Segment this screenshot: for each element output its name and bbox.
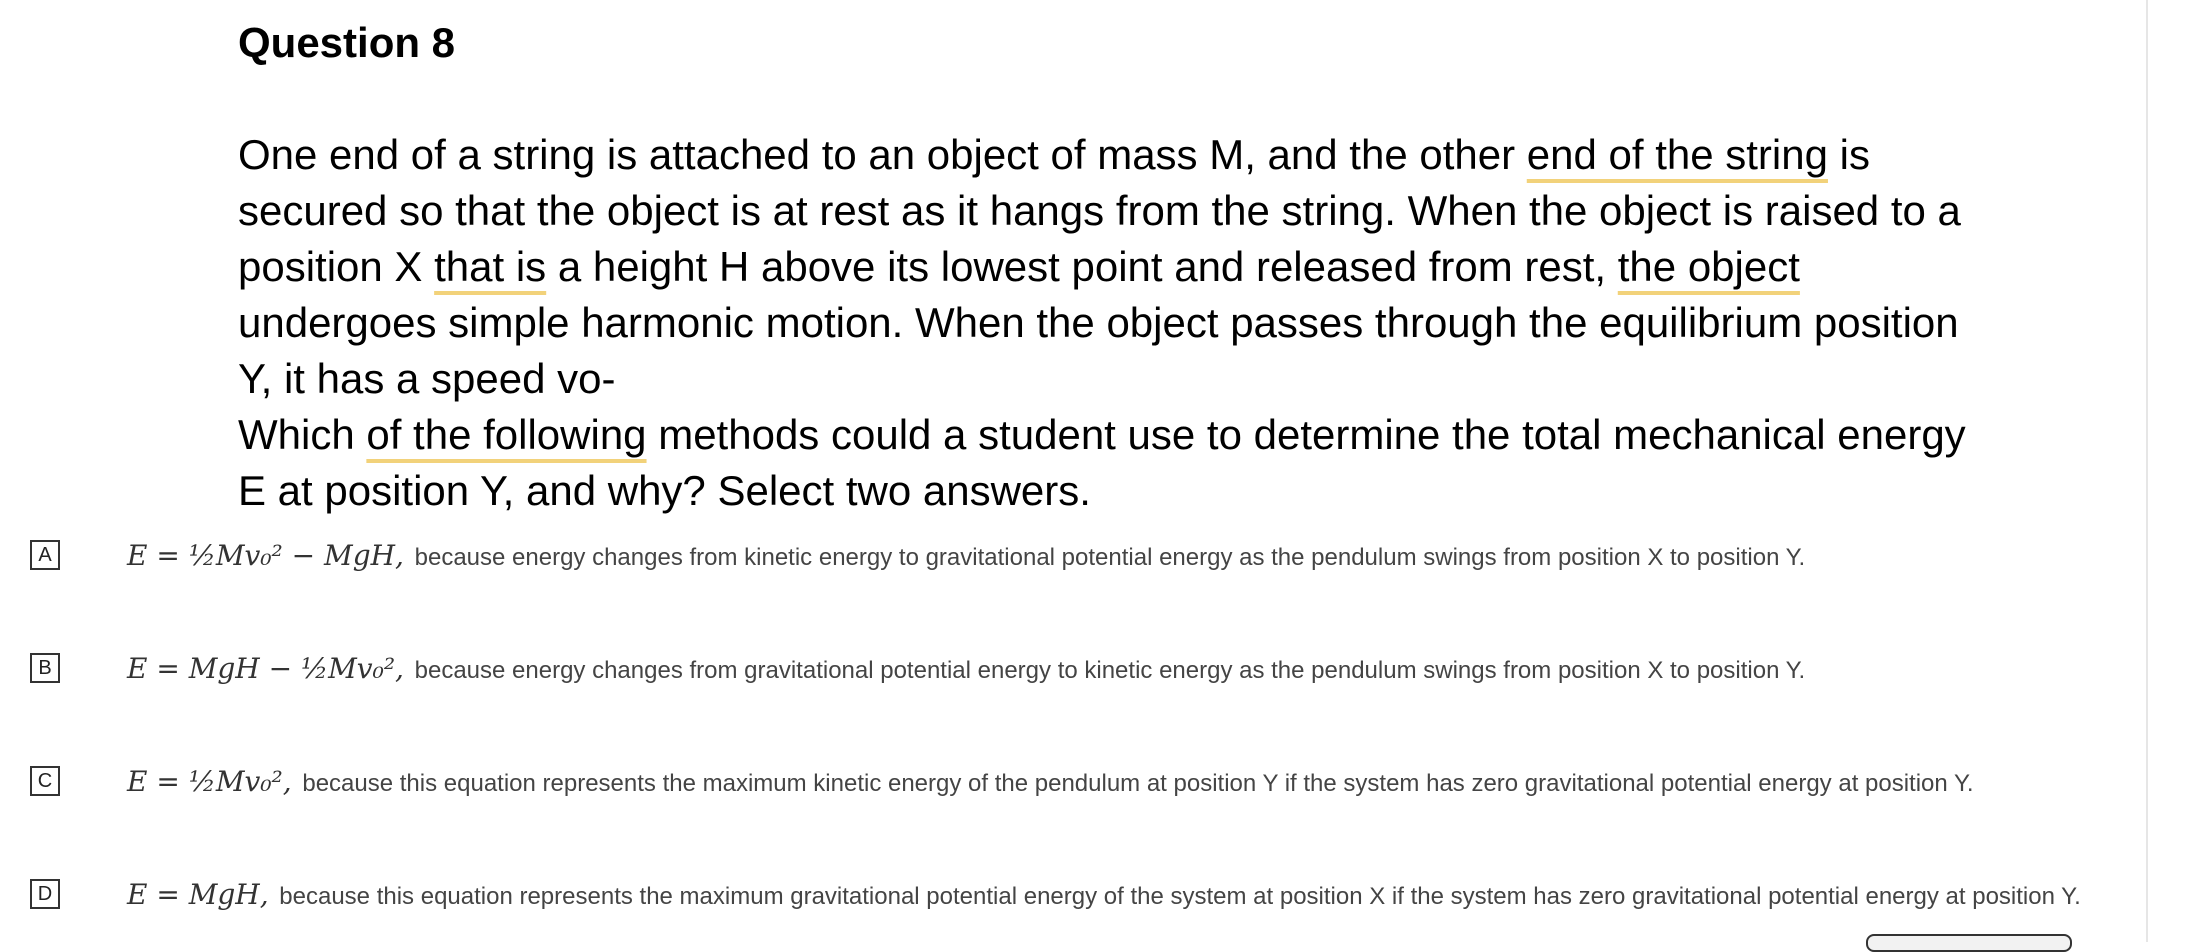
choice-letter-box[interactable]: D: [30, 879, 60, 909]
highlighted-phrase[interactable]: that is: [434, 243, 547, 290]
choice-formula: E = MgH,: [127, 878, 269, 911]
answer-choice-a[interactable]: [0, 536, 2146, 580]
highlighted-phrase[interactable]: end of the string: [1526, 131, 1828, 178]
choice-explanation: because energy changes from gravitational potential energy to kinetic energy as the pendulum swings from position X to position Y.: [407, 657, 1806, 684]
choice-text: [127, 649, 1805, 691]
choice-formula: E = MgH − ½Mv₀²,: [127, 652, 404, 685]
answer-choice-c[interactable]: [0, 762, 2146, 806]
stem-text: is secured so that the object is at rest as it hangs from the string. When the object is raised to a position X: [238, 131, 1961, 290]
stem-text: a height H above its lowest point and released from rest,: [546, 243, 1618, 290]
answer-choice-d[interactable]: [0, 875, 2146, 919]
choice-letter-box[interactable]: C: [30, 766, 60, 796]
choice-text: [127, 536, 1805, 578]
question-paragraph-2: [238, 407, 1998, 519]
highlighted-phrase[interactable]: of the following: [366, 411, 647, 458]
question-stem: [238, 127, 1998, 519]
choice-letter-box[interactable]: A: [30, 540, 60, 570]
choice-text: [127, 875, 2081, 917]
choice-text: [127, 762, 1974, 804]
stem-text: One end of a string is attached to an object of mass M, and the other: [238, 131, 1527, 178]
question-title: Question 8: [238, 19, 456, 66]
bottom-toolbar-tab[interactable]: [1866, 934, 2072, 952]
choice-formula: E = ½Mv₀² − MgH,: [127, 539, 404, 572]
choice-letter-box[interactable]: B: [30, 653, 60, 683]
choice-formula: E = ½Mv₀²,: [127, 765, 292, 798]
stem-text: Which: [238, 411, 367, 458]
choice-explanation: because this equation represents the maximum kinetic energy of the pendulum at position Y if the system has zero gravitational potential energy at position Y.: [295, 770, 1974, 797]
stem-text: methods could a student use to determine the total mechanical energy E at position Y, and why? Select two answers.: [238, 411, 1966, 514]
choice-explanation: because this equation represents the maximum gravitational potential energy of the system at position X if the system has zero gravitational potential energy at position Y.: [272, 883, 2081, 910]
stem-text: undergoes simple harmonic motion. When the object passes through the equilibrium position Y, it has a speed vo-: [238, 299, 1959, 402]
question-paragraph-1: [238, 127, 1998, 407]
highlighted-phrase[interactable]: the object: [1617, 243, 1800, 290]
choice-explanation: because energy changes from kinetic energy to gravitational potential energy as the pendulum swings from position X to position Y.: [407, 544, 1806, 571]
answer-choice-b[interactable]: [0, 649, 2146, 693]
right-divider: [2146, 0, 2148, 942]
